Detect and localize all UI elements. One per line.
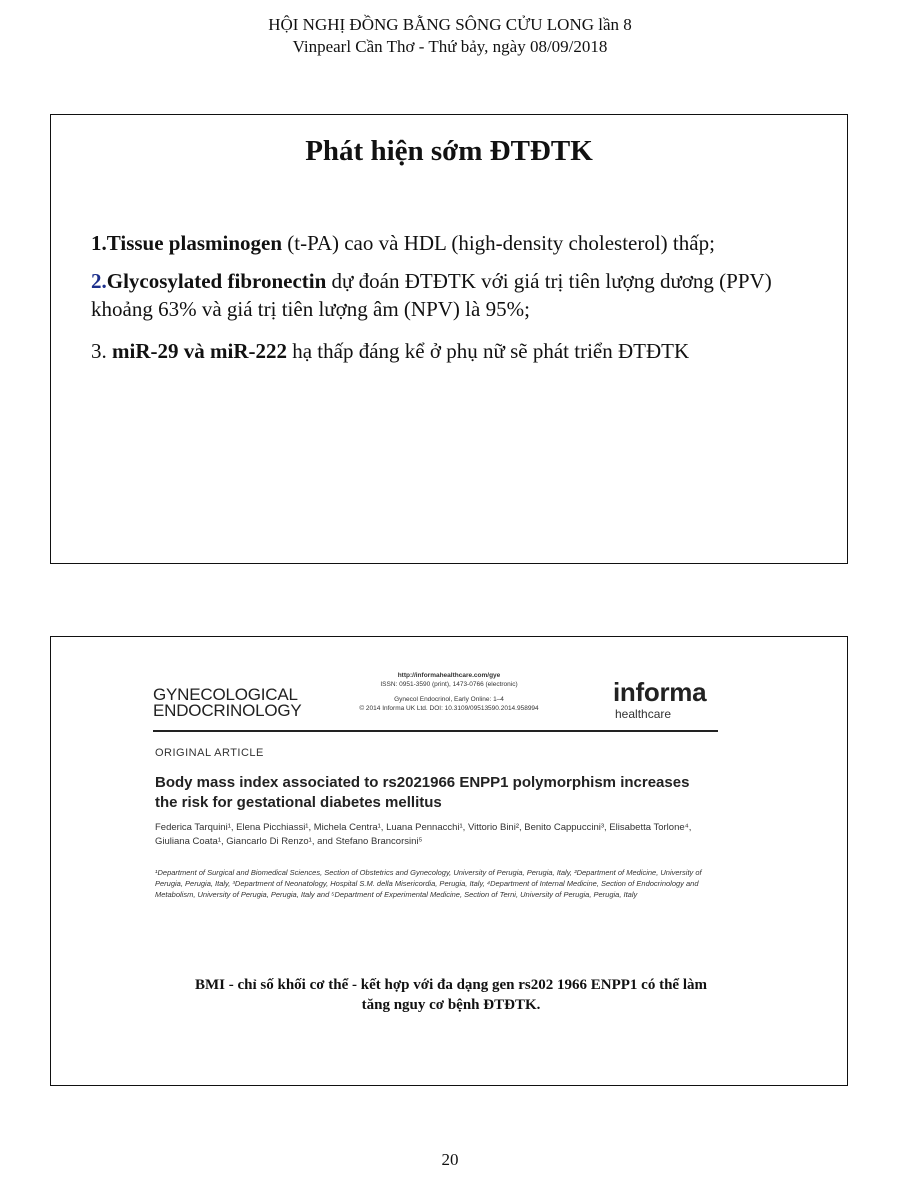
item-bold-term: Glycosylated fibronectin	[106, 269, 327, 293]
journal-logo-line2: ENDOCRINOLOGY	[153, 701, 302, 720]
header-rule	[153, 730, 718, 732]
slide-early-detection	[50, 114, 848, 564]
conference-title: HỘI NGHỊ ĐỒNG BẰNG SÔNG CỬU LONG lần 8	[268, 15, 632, 34]
item-number: 3.	[91, 339, 112, 363]
item-text: (t-PA) cao và HDL (high-density cholesterol) thấp;	[282, 231, 715, 255]
slide-title: Phát hiện sớm ĐTĐTK	[305, 135, 593, 167]
journal-issn: ISSN: 0951-3590 (print), 1473-0766 (electronic)	[380, 681, 518, 688]
journal-copyright: © 2014 Informa UK Ltd. DOI: 10.3109/09513590.2014.958994	[359, 705, 539, 712]
journal-url: http://informahealthcare.com/gye	[397, 672, 501, 679]
journal-meta	[339, 671, 559, 713]
list-item	[91, 337, 811, 365]
item-text: hạ thấp đáng kể ở phụ nữ sẽ phát triển ĐTĐTK	[286, 339, 690, 363]
item-bold-term: Tissue plasminogen	[106, 231, 282, 255]
slide-article	[50, 636, 848, 1086]
item-number: 1.	[91, 231, 107, 255]
item-number: 2.	[91, 269, 107, 293]
article-title: Body mass index associated to rs2021966 ENPP1 polymorphism increases the risk for gestational diabetes mellitus	[155, 774, 690, 811]
journal-logo	[153, 687, 302, 719]
page-number: 20	[441, 1150, 459, 1169]
list-item	[91, 267, 811, 323]
article-type: ORIGINAL ARTICLE	[155, 747, 264, 759]
caption-line1: BMI - chỉ số khối cơ thể - kết hợp với đa dạng gen rs202 1966 ENPP1 có thể làm	[194, 977, 707, 993]
list-item	[91, 229, 811, 257]
item-text: dự đoán ĐTĐTK với giá trị tiên lượng dương (PPV) khoảng 63% và giá trị tiên lượng âm (NPV) là 95%;	[91, 269, 772, 321]
article-affiliations: ¹Department of Surgical and Biomedical Sciences, Section of Obstetrics and Gynecology, University of Perugia, Perugia, Italy, ²Department of Medicine, University of Perugia, Perugia, Italy, ³Department of Neonatology, Hospital S.M. della Misericordia, Perugia, Italy, ⁴Department of Internal Medicine, Section of Endocrinology and Metabolism, University of Perugia, Perugia, Italy and ⁵Department of Experimental Medicine, Section of Terni, University of Perugia, Perugia, Italy	[155, 868, 702, 899]
article-authors: Federica Tarquini¹, Elena Picchiassi¹, Michela Centra¹, Luana Pennacchi¹, Vittorio Bini², Benito Cappuccini³, Elisabetta Torlone⁴, Giuliana Coata¹, Giancarlo Di Renzo¹, and Stefano Brancorsini⁵	[155, 822, 692, 847]
conference-header	[0, 14, 900, 58]
publisher-subtitle: healthcare	[615, 707, 672, 721]
item-bold-term: miR-29 và miR-222	[112, 339, 287, 363]
conference-venue-date: Vinpearl Cần Thơ - Thứ bảy, ngày 08/09/2018	[292, 37, 608, 56]
journal-logo-line1: GYNECOLOGICAL	[153, 685, 298, 704]
journal-citation: Gynecol Endocrinol, Early Online: 1–4	[394, 696, 504, 703]
publisher-logo: informa	[613, 677, 707, 707]
caption-line2: tăng nguy cơ bệnh ĐTĐTK.	[361, 997, 541, 1013]
slide-caption	[151, 975, 751, 1015]
